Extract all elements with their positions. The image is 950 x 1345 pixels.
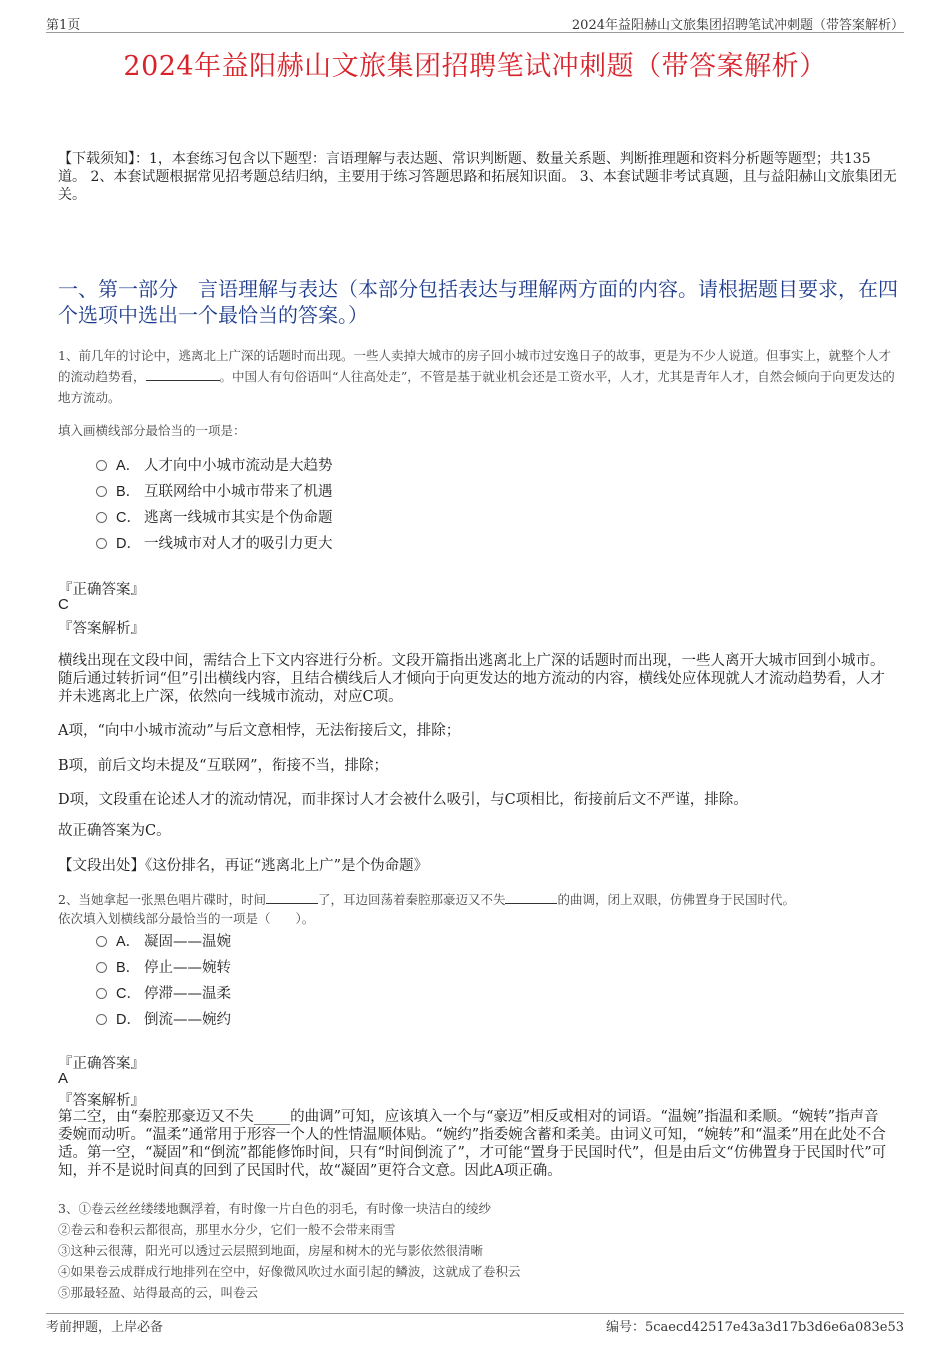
q1-analysis-b: B项，前后文均未提及“互联网”，衔接不当，排除；	[58, 758, 388, 774]
q1-source: 【文段出处】《这份排名，再证“逃离北上广”是个伪命题》	[58, 858, 429, 874]
q1-stem: 1、前几年的讨论中，逃离北上广深的话题时而出现。一些人卖掉大城市的房子回小城市过安逸日子的故事，更是为不少人说道。但事实上，就整个人才的流动趋势看， 。中国人有句俗语叫“人往高处走”，不管是基于就业机会还是工资水平，人才，尤其是青年人才，自然会倾向于向更发达的地方流动。	[58, 348, 895, 405]
q1-analysis-a: A项，“向中小城市流动”与后文意相悖，无法衔接后文，排除；	[58, 723, 461, 739]
section-heading: 一、第一部分 言语理解与表达（本部分包括表达与理解两方面的内容。请根据题目要求，在四个选项中选出一个最恰当的答案。）	[58, 277, 898, 327]
q2-analysis-label: 『答案解析』	[58, 1093, 145, 1109]
header-doc-title: 2024年益阳赫山文旅集团招聘笔试冲刺题（带答案解析）	[571, 18, 904, 33]
q1-blank	[146, 368, 220, 381]
q1-conclusion: 故正确答案为C。	[58, 823, 171, 839]
download-notice: 【下载须知】：1，本套练习包含以下题型：言语理解与表达题、常识判断题、数量关系题、判断推理题和资料分析题等题型；共135道。 2、本套试题根据常见招考题总结归纳，主要用于练习答题思路和拓展知识面。 3、本套试题非考试真题，且与益阳赫山文旅集团无关。	[58, 151, 897, 203]
q2-blank-2	[505, 891, 557, 904]
radio-icon[interactable]	[96, 988, 107, 999]
q2-blank-1	[266, 891, 318, 904]
q2-answer: A	[58, 1070, 69, 1087]
page-number: 第1页	[46, 18, 81, 33]
radio-icon[interactable]	[96, 1014, 107, 1025]
q1-analysis-label: 『答案解析』	[58, 621, 145, 637]
q1-analysis-main: 横线出现在文段中间，需结合上下文内容进行分析。文段开篇指出逃离北上广深的话题时而出现，一些人离开大城市回到小城市。随后通过转折词“但”引出横线内容，且结合横线后人才倾向于向更发达的地方流动的内容，横线处应体现就人才流动趋势看，人才并未逃离北上广深，依然向一线城市流动，对应C项。	[58, 653, 885, 705]
radio-icon[interactable]	[96, 936, 107, 947]
q3-line-4: ④如果卷云成群成行地排列在空中，好像微风吹过水面引起的鳞波，这就成了卷积云	[58, 1264, 521, 1279]
q1-option-a[interactable]: A． 人才向中小城市流动是大趋势	[96, 456, 333, 476]
q3-line-1: 3、①卷云丝丝缕缕地飘浮着，有时像一片白色的羽毛，有时像一块洁白的绫纱	[58, 1201, 491, 1216]
q2-option-c[interactable]: C． 停滞——温柔	[96, 984, 231, 1004]
q2-answer-label: 『正确答案』	[58, 1056, 145, 1072]
q2-option-a[interactable]: A． 凝固——温婉	[96, 932, 231, 952]
page-header	[46, 14, 904, 33]
q1-option-c[interactable]: C． 逃离一线城市其实是个伪命题	[96, 508, 333, 528]
radio-icon[interactable]	[96, 460, 107, 471]
radio-icon[interactable]	[96, 538, 107, 549]
q3-line-3: ③这种云很薄，阳光可以透过云层照到地面，房屋和树木的光与影依然很清晰	[58, 1243, 484, 1258]
q2-prompt: 依次填入划横线部分最恰当的一项是（ ）。	[58, 911, 315, 926]
page-title: 2024年益阳赫山文旅集团招聘笔试冲刺题（带答案解析）	[123, 51, 827, 82]
footer-doc-id: 编号：5caecd42517e43a3d17b3d6e6a083e53	[605, 1320, 904, 1335]
q2-option-b[interactable]: B． 停止——婉转	[96, 958, 231, 978]
q1-answer: C	[58, 596, 69, 613]
q2-stem: 2、当她拿起一张黑色唱片碟时，时间 了，耳边回荡着秦腔那豪迈又不失 的曲调，闭上双眼，仿佛置身于民国时代。	[58, 892, 795, 907]
q2-analysis: 第二空，由“秦腔那豪迈又不失_____的曲调”可知，应该填入一个与“豪迈”相反或相对的词语。“温婉”指温和柔顺。“婉转”指声音委婉而动听。“温柔”通常用于形容一个人的性情温顺体贴。“婉约”指委婉含蓄和柔美。由词义可知，“婉转”和“温柔”用在此处不合适。第一空，“凝固”和“倒流”都能修饰时间，只有“时间倒流了”，才可能“置身于民国时代”，但是由后文“仿佛置身于民国时代”可知，并不是说时间真的回到了民国时代，故“凝固”更符合文意。因此A项正确。	[58, 1109, 887, 1179]
q1-answer-label: 『正确答案』	[58, 582, 145, 598]
q3-line-5: ⑤那最轻盈、站得最高的云，叫卷云	[58, 1285, 259, 1300]
footer-slogan: 考前押题，上岸必备	[46, 1320, 164, 1335]
q3-line-2: ②卷云和卷积云都很高，那里水分少，它们一般不会带来雨雪	[58, 1222, 396, 1237]
q1-option-b[interactable]: B． 互联网给中小城市带来了机遇	[96, 482, 333, 502]
q2-option-d[interactable]: D． 倒流——婉约	[96, 1010, 231, 1030]
radio-icon[interactable]	[96, 486, 107, 497]
q1-analysis-d: D项，文段重在论述人才的流动情况，而非探讨人才会被什么吸引，与C项相比，衔接前后文不严谨，排除。	[58, 792, 748, 808]
q1-option-d[interactable]: D． 一线城市对人才的吸引力更大	[96, 534, 333, 554]
radio-icon[interactable]	[96, 962, 107, 973]
radio-icon[interactable]	[96, 512, 107, 523]
q1-prompt: 填入画横线部分最恰当的一项是：	[58, 423, 246, 438]
page-footer	[46, 1313, 904, 1334]
